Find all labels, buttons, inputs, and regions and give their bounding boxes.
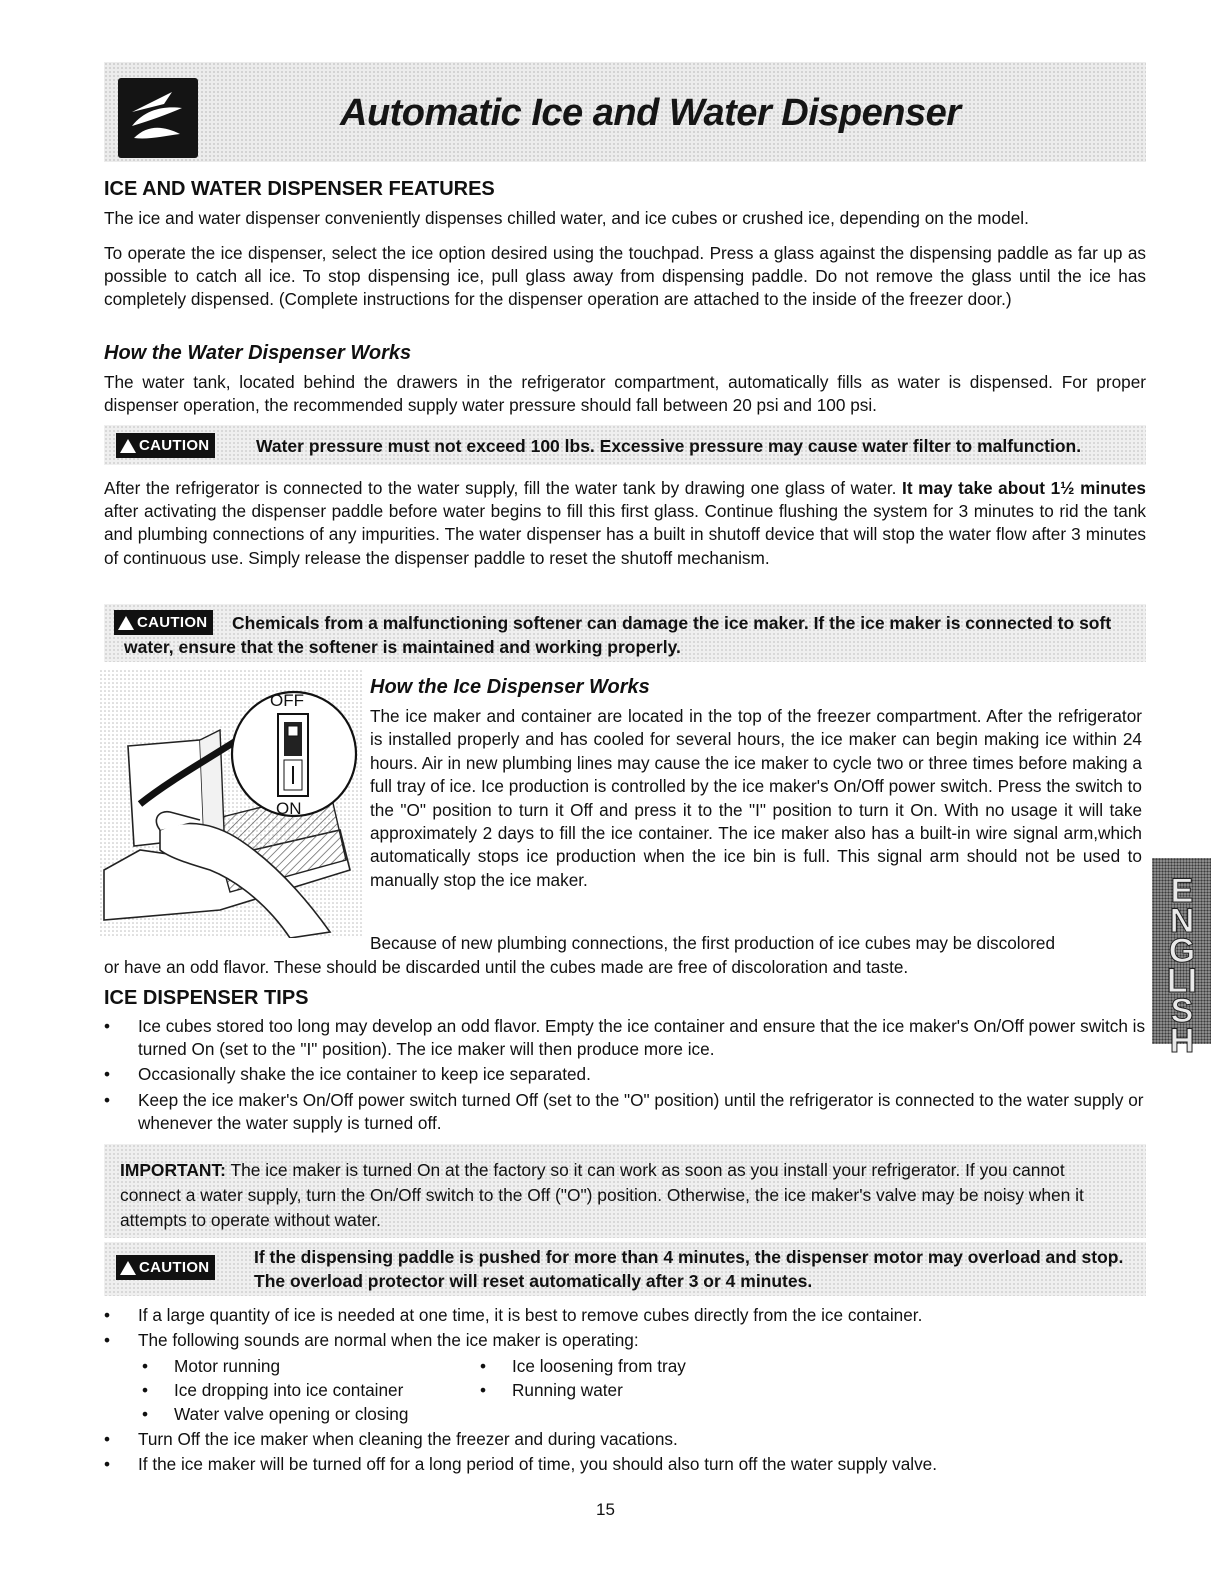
list-item: • Keep the ice maker's On/Off power switch turned Off (set to the "O" position) until the refrigerator is connected to the water supply or whenever the water supply is turned off.: [104, 1089, 1146, 1135]
important-text: The ice maker is turned On at the factory so it can work as soon as you install your refrigerator. If you cannot connect a water supply, turn the On/Off switch to the Off ("O") position. Otherwise, the ice maker's valve may be noisy when it attempts to operate without water.: [120, 1160, 1084, 1230]
sound-item: • Ice loosening from tray: [512, 1354, 686, 1378]
tips-list-2: [104, 1304, 1146, 1354]
tips-heading: ICE DISPENSER TIPS: [104, 987, 309, 1009]
caution-label: CAUTION: [139, 1259, 210, 1276]
features-heading: ICE AND WATER DISPENSER FEATURES: [104, 178, 495, 200]
features-operation: To operate the ice dispenser, select the ice option desired using the touchpad. Press a glass against the dispensing paddle as far up as possible to catch all ice. To stop dispensing ice, pull glass away from dispensing paddle. Do not remove the glass until the ice has completely dispensed. (Complete instructions for the dispenser operation are attached to the inside of the freezer door.): [104, 243, 1146, 310]
ice-discolor-b: or have an odd flavor. These should be discarded until the cubes made are free of discoloration and taste.: [104, 957, 909, 977]
sound-item: • Running water: [512, 1378, 623, 1402]
important-note: [120, 1158, 1125, 1233]
water-flush-instructions: [104, 477, 1146, 570]
list-item: • If the ice maker will be turned off for a long period of time, you should also turn off the water supply valve.: [104, 1453, 1146, 1476]
caution-label: CAUTION: [139, 437, 210, 454]
list-item: • The following sounds are normal when the ice maker is operating:: [104, 1329, 1146, 1352]
tips-list-1: [104, 1015, 1146, 1137]
switch-off-label: OFF: [270, 691, 304, 710]
leaf-logo-icon: [118, 78, 198, 158]
list-item: • Turn Off the ice maker when cleaning the freezer and during vacations.: [104, 1428, 1146, 1451]
important-label: IMPORTANT:: [120, 1160, 226, 1180]
ice-heading: How the Ice Dispenser Works: [370, 676, 650, 698]
water-flush-text-a: After the refrigerator is connected to the water supply, fill the water tank by drawing one glass of water.: [104, 478, 903, 498]
sound-item: • Motor running: [174, 1354, 280, 1378]
water-flush-text-b: after activating the dispenser paddle before water begins to fill this first glass. Continue flushing the system for 3 minutes to rid the tank and plumbing connections of any impurities. The water dispenser has a built in shutoff device that will stop the water flow after 3 minutes of continuous use. Simply release the dispenser paddle to reset the shutoff mechanism.: [104, 501, 1146, 568]
list-item: • If a large quantity of ice is needed at one time, it is best to remove cubes directly from the ice container.: [104, 1304, 1146, 1327]
ice-discolor-a: Because of new plumbing connections, the first production of ice cubes may be discolored: [370, 933, 1056, 953]
water-flush-bold: It may take about 1½ minutes: [902, 478, 1146, 498]
features-intro: The ice and water dispenser conveniently dispenses chilled water, and ice cubes or crushed ice, depending on the model.: [104, 208, 1029, 228]
switch-on-label: ON: [276, 799, 302, 818]
caution-text-1: Water pressure must not exceed 100 lbs. Excessive pressure may cause water filter to malfunction.: [256, 436, 1082, 456]
water-intro: The water tank, located behind the drawers in the refrigerator compartment, automatically fills as water is dispensed. For proper dispenser operation, the recommended supply water pressure should fall between 20 psi and 100 psi.: [104, 372, 1146, 416]
caution-badge-1: [116, 433, 215, 458]
water-heading: How the Water Dispenser Works: [104, 342, 412, 364]
sound-item: • Ice dropping into ice container: [174, 1378, 403, 1402]
tips-list-3: [104, 1428, 1146, 1478]
language-tab-label: ENGLISH: [1166, 872, 1198, 1060]
warning-triangle-icon: [120, 1261, 136, 1275]
caution-text-2: Chemicals from a malfunctioning softener can damage the ice maker. If the ice maker is connected to soft water, ensure that the softener is maintained and working properly.: [124, 613, 1112, 657]
caution-badge-3: [116, 1255, 215, 1280]
list-item: • Occasionally shake the ice container to keep ice separated.: [104, 1063, 1146, 1086]
caution-label: CAUTION: [137, 614, 208, 631]
warning-triangle-icon: [120, 439, 136, 453]
sound-item: • Water valve opening or closing: [174, 1402, 408, 1426]
page-number: 15: [596, 1500, 615, 1519]
ice-operation: The ice maker and container are located in the top of the freezer compartment. After the refrigerator is installed properly and has cooled for several hours, the ice maker can begin making ice within 24 hours. Air in new plumbing lines may cause the ice maker to cycle two or three times before making a full tray of ice. Ice production is controlled by the ice maker's On/Off power switch. Press the switch to the "O" position to turn it Off and press it to the "I" position to turn it On. With no usage it will take approximately 2 days to fill the ice container. The ice maker also has a built-in wire signal arm,which automatically stops ice production when the ice bin is full. This signal arm should not be used to manually stop the ice maker.: [370, 706, 1142, 890]
page-title: Automatic Ice and Water Dispenser: [340, 92, 961, 134]
ice-maker-switch-illustration: [100, 670, 362, 938]
caution-text-3: If the dispensing paddle is pushed for more than 4 minutes, the dispenser motor may overload and stop. The overload protector will reset automatically after 3 or 4 minutes.: [254, 1247, 1124, 1291]
list-item: • Ice cubes stored too long may develop an odd flavor. Empty the ice container and ensure that the ice maker's On/Off power switch is turned On (set to the "I" position). The ice maker will then produce more ice.: [104, 1015, 1146, 1061]
